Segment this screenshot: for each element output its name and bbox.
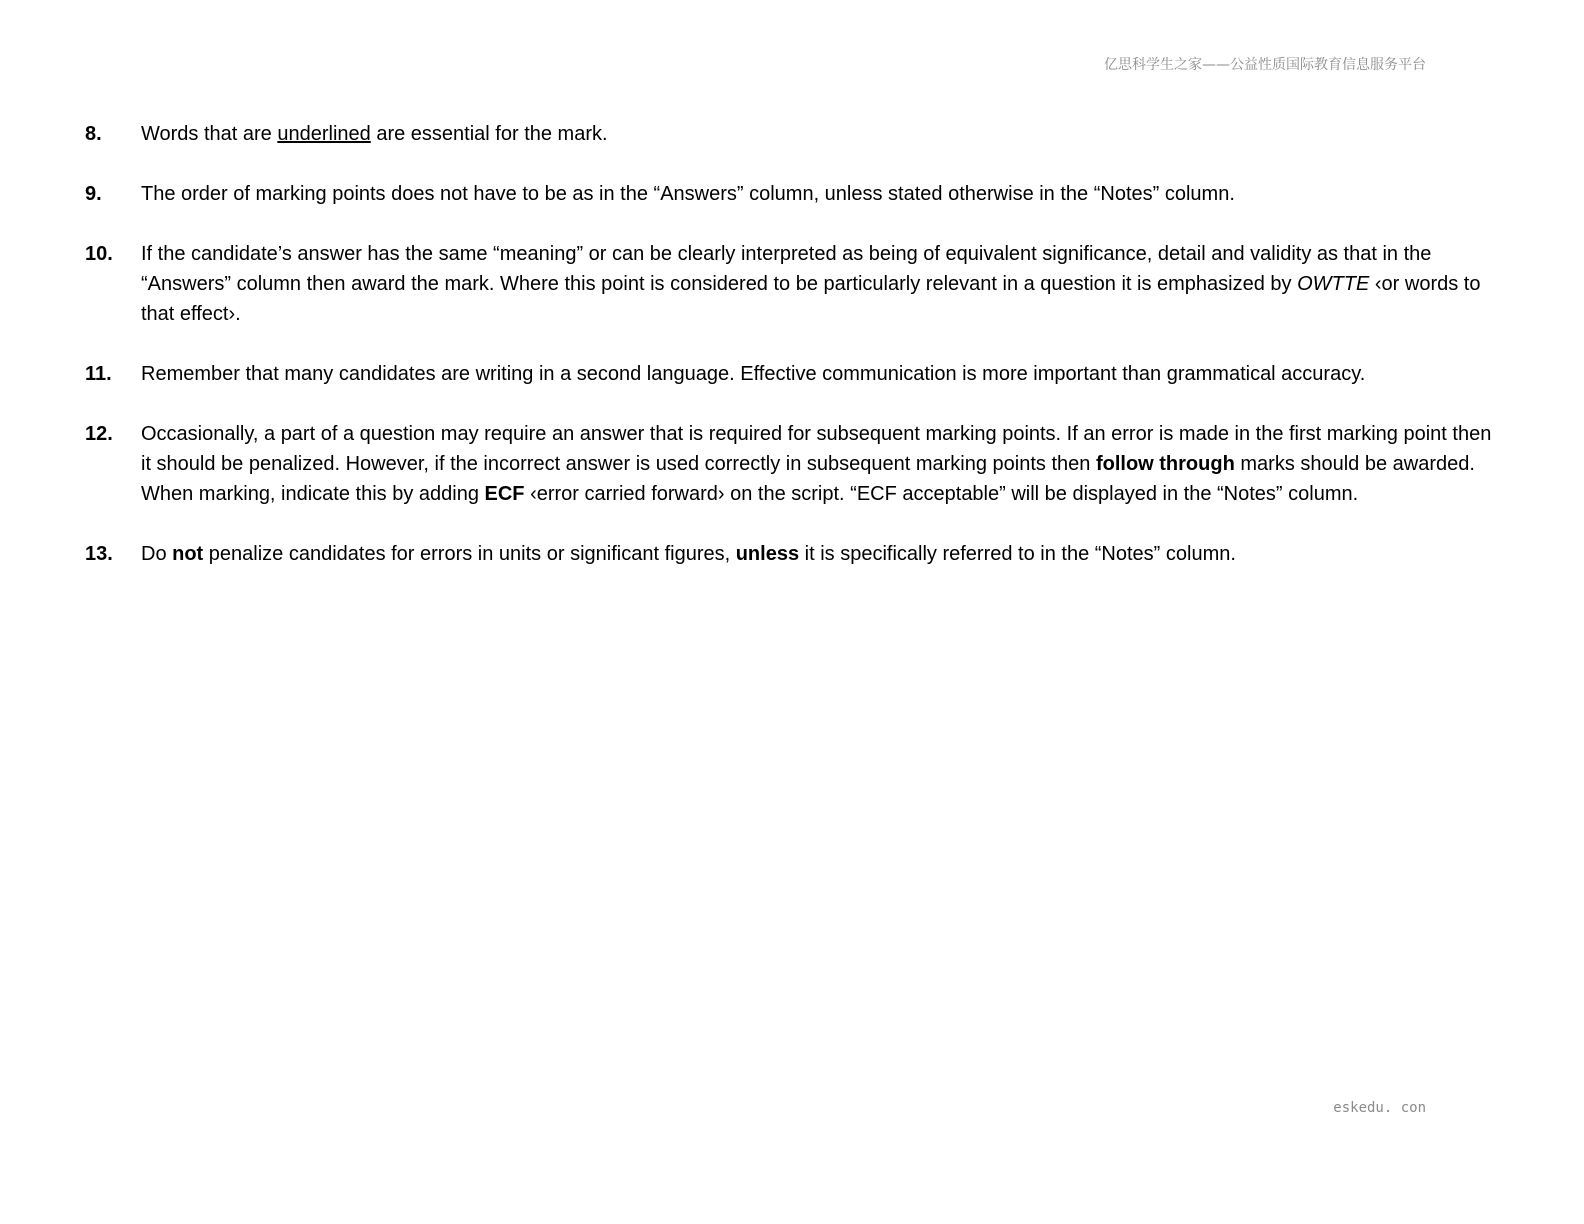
bold-term: unless xyxy=(735,543,800,565)
note-text-part: are essential for the mark. xyxy=(370,123,608,145)
note-text xyxy=(141,539,1505,569)
bold-term: follow through xyxy=(1095,453,1235,475)
note-text-part: marks should be awarded. When marking, indicate this by adding xyxy=(141,453,1475,505)
note-text xyxy=(141,119,1505,149)
note-text-part: penalize candidates for errors in units or significant figures, xyxy=(203,543,736,565)
note-text xyxy=(141,419,1505,509)
note-number: 10. xyxy=(85,243,113,265)
underlined-term: underlined xyxy=(277,123,371,145)
note-item-13 xyxy=(85,539,1505,569)
note-item-10 xyxy=(85,239,1505,329)
note-item-8 xyxy=(85,119,1505,149)
note-item-11 xyxy=(85,359,1505,389)
note-text-part: ‹error carried forward› on the script. “ECF acceptable” will be displayed in the “Notes” column. xyxy=(524,483,1359,505)
note-text-part: If the candidate’s answer has the same “meaning” or can be clearly interpreted as being of equivalent significance, detail and validity as that in the “Answers” column then award the mark. Where this point is considered to be particularly relevant in a question it is emphasized by xyxy=(141,243,1432,295)
header-watermark: 亿思科学生之家——公益性质国际教育信息服务平台 xyxy=(1104,57,1426,73)
note-text-part: it is specifically referred to in the “Notes” column. xyxy=(799,543,1236,565)
note-number: 9. xyxy=(85,183,102,205)
note-text xyxy=(141,179,1505,209)
note-number: 11. xyxy=(85,363,112,385)
note-text-part: The order of marking points does not have to be as in the “Answers” column, unless stated otherwise in the “Notes” column. xyxy=(141,183,1235,205)
note-text-part: Words that are xyxy=(141,123,278,145)
note-item-9 xyxy=(85,179,1505,209)
note-text-part: Occasionally, a part of a question may require an answer that is required for subsequent marking points. If an error is made in the first marking point then it should be penalized. However, if the incorrect answer is used correctly in subsequent marking points then xyxy=(141,423,1492,475)
marking-notes-list xyxy=(85,119,1505,599)
footer-watermark: eskedu. con xyxy=(1333,1100,1426,1116)
note-number: 12. xyxy=(85,423,113,445)
bold-term: not xyxy=(172,543,204,565)
note-text xyxy=(141,359,1505,389)
bold-term: ECF xyxy=(484,483,525,505)
note-number: 8. xyxy=(85,123,102,145)
note-text-part: ‹or words to that effect›. xyxy=(141,273,1481,325)
note-number: 13. xyxy=(85,543,113,565)
note-text xyxy=(141,239,1505,329)
note-text-part: Remember that many candidates are writing in a second language. Effective communication is more important than grammatical accuracy. xyxy=(141,363,1366,385)
italic-term: OWTTE xyxy=(1297,273,1370,295)
note-item-12 xyxy=(85,419,1505,509)
note-text-part: Do xyxy=(141,543,173,565)
